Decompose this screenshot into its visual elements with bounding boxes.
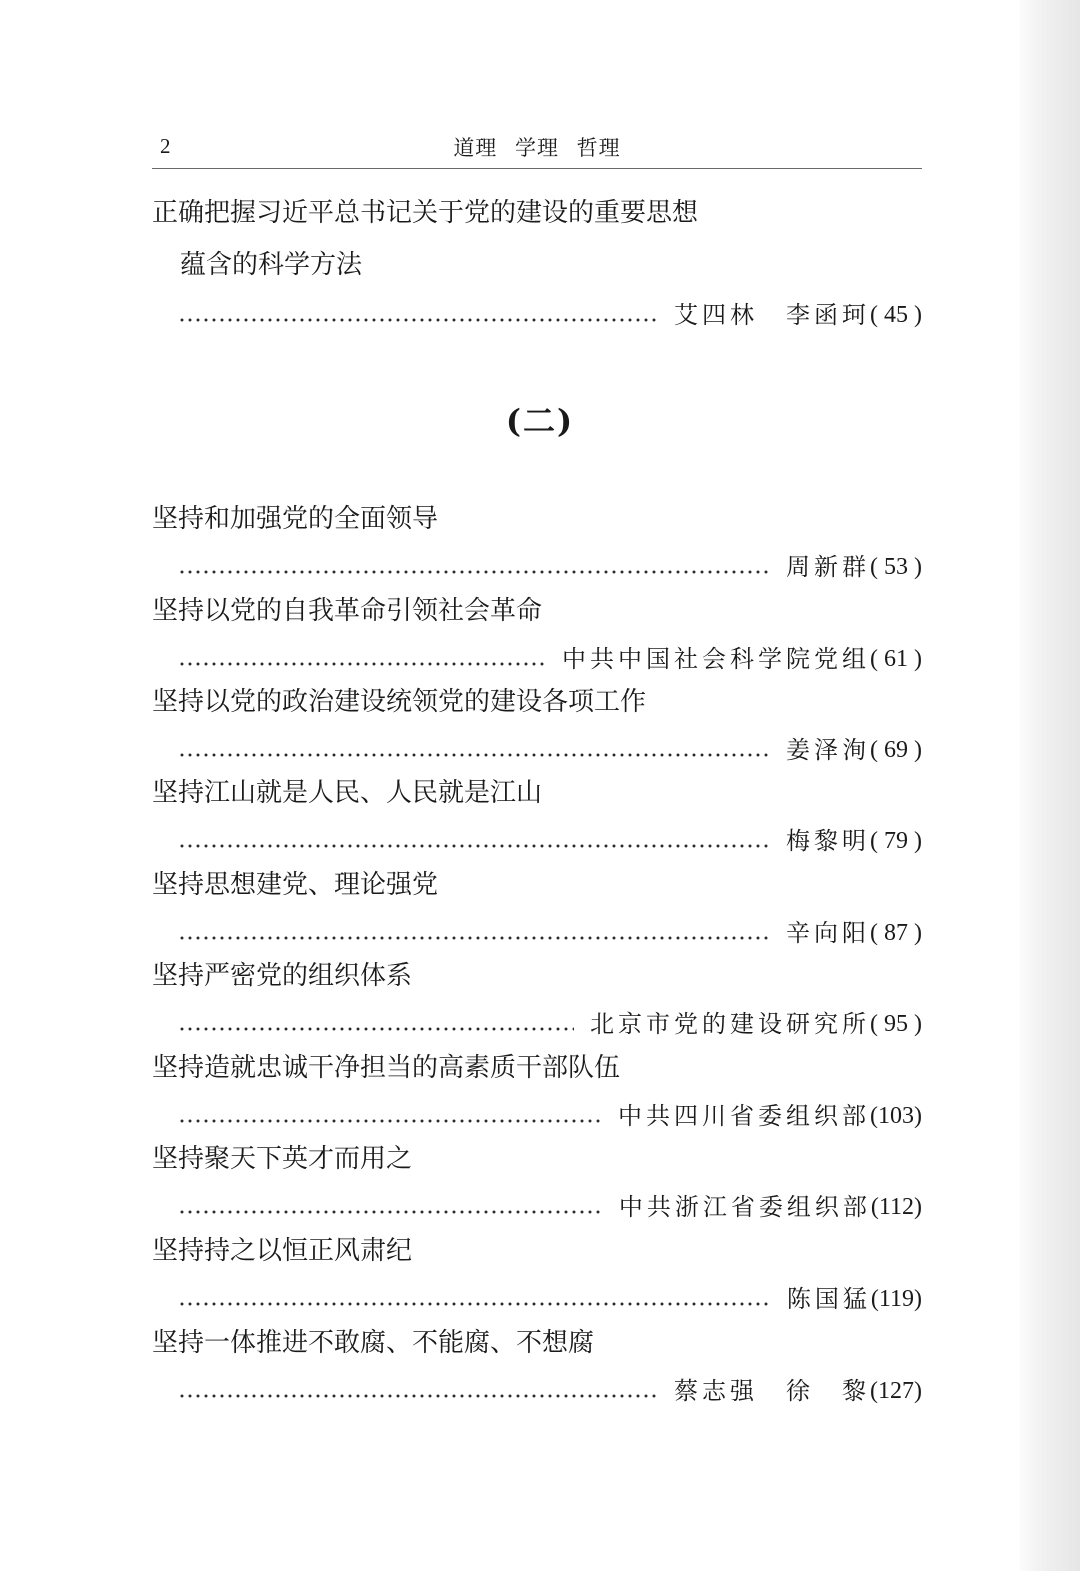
leader-dots	[178, 1190, 603, 1224]
leader-dots	[178, 550, 770, 584]
section-heading: (二)	[505, 402, 575, 440]
entry-author: 辛向阳	[786, 919, 871, 947]
entry-page: (119)	[870, 1286, 922, 1312]
entry-title: 坚持思想建党、理论强党	[152, 870, 439, 900]
entry-author: 中共浙江省委组织部	[618, 1193, 871, 1221]
dot-leader	[178, 1374, 922, 1408]
dot-leader	[178, 550, 922, 584]
entry-title: 坚持一体推进不敢腐、不能腐、不想腐	[152, 1328, 595, 1358]
entry-author: 中共四川省委组织部	[618, 1102, 871, 1130]
entry-author: 姜泽洵	[786, 736, 871, 764]
entry-title-continued: 蕴含的科学方法	[180, 250, 363, 280]
entry-title: 坚持造就忠诚干净担当的高素质干部队伍	[152, 1053, 621, 1083]
entry-author: 蔡志强 徐 黎	[674, 1377, 871, 1405]
entry-author: 北京市党的建设研究所	[590, 1010, 871, 1038]
toc-entry[interactable]	[152, 778, 922, 864]
leader-dots	[178, 1374, 658, 1408]
dot-leader	[178, 733, 922, 767]
dot-leader	[178, 1190, 922, 1224]
leader-dots	[178, 1007, 574, 1041]
entry-page: ( 61 )	[870, 646, 922, 672]
toc-entry[interactable]	[152, 596, 922, 682]
running-title: 道理 学理 哲理	[453, 136, 621, 160]
entry-author: 梅黎明	[786, 827, 871, 855]
entry-title: 正确把握习近平总书记关于党的建设的重要思想	[152, 198, 699, 228]
dot-leader	[178, 1282, 922, 1316]
entry-page: (112)	[870, 1194, 922, 1220]
entry-page: (103)	[870, 1103, 922, 1129]
entry-title: 坚持和加强党的全面领导	[152, 504, 439, 534]
toc-entry[interactable]	[152, 1328, 922, 1414]
entry-page: ( 69 )	[870, 737, 922, 763]
leader-dots	[178, 1099, 602, 1133]
dot-leader	[178, 916, 922, 950]
entry-page: ( 87 )	[870, 920, 922, 946]
toc-entry[interactable]	[152, 961, 922, 1047]
dot-leader	[178, 824, 922, 858]
toc-entry[interactable]	[152, 870, 922, 956]
entry-author: 艾四林 李函珂	[674, 301, 871, 329]
leader-dots	[178, 298, 658, 332]
entry-author: 陈国猛	[786, 1285, 871, 1313]
toc-entry[interactable]	[152, 198, 922, 338]
entry-title: 坚持聚天下英才而用之	[152, 1144, 413, 1174]
entry-title: 坚持严密党的组织体系	[152, 961, 413, 991]
dot-leader	[178, 1099, 922, 1133]
running-header	[152, 128, 922, 169]
leader-dots	[178, 642, 546, 676]
entry-title: 坚持以党的政治建设统领党的建设各项工作	[152, 687, 647, 717]
entry-page: (127)	[870, 1378, 922, 1404]
toc-entry[interactable]	[152, 1236, 922, 1322]
dot-leader	[178, 1007, 922, 1041]
toc-entry[interactable]	[152, 1144, 922, 1230]
page-number: 2	[160, 134, 171, 158]
toc-entry[interactable]	[152, 504, 922, 590]
entry-author: 周新群	[786, 553, 871, 581]
dot-leader	[178, 298, 922, 332]
entry-title: 坚持江山就是人民、人民就是江山	[152, 778, 543, 808]
entry-author: 中共中国社会科学院党组	[562, 645, 871, 673]
entry-title: 坚持持之以恒正风肃纪	[152, 1236, 413, 1266]
toc-entry[interactable]	[152, 1053, 922, 1139]
leader-dots	[178, 824, 770, 858]
leader-dots	[178, 916, 770, 950]
entry-page: ( 45 )	[870, 302, 922, 328]
entry-page: ( 79 )	[870, 828, 922, 854]
entry-page: ( 53 )	[870, 554, 922, 580]
page-gutter-shadow	[1020, 0, 1080, 1571]
leader-dots	[178, 733, 770, 767]
dot-leader	[178, 642, 922, 676]
toc-entry[interactable]	[152, 687, 922, 773]
leader-dots	[178, 1282, 771, 1316]
entry-page: ( 95 )	[870, 1011, 922, 1037]
entry-title: 坚持以党的自我革命引领社会革命	[152, 596, 543, 626]
